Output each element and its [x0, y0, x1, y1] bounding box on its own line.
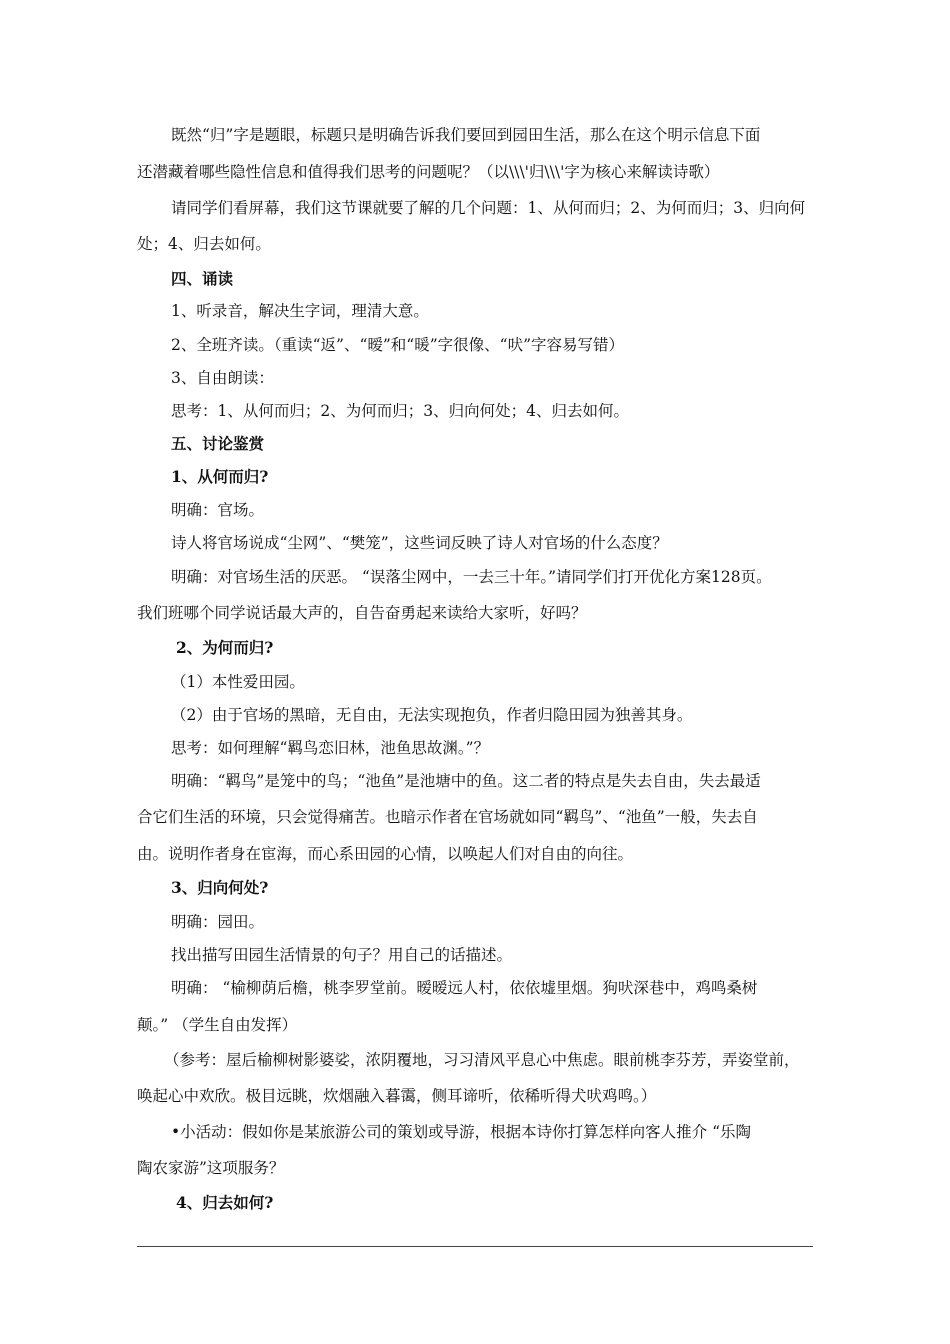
- activity-line: •小活动：假如你是某旅游公司的策划或导游，根据本诗你打算怎样向客人推介 “乐陶: [171, 1123, 751, 1141]
- paragraph-line: 处；4、归去如何。: [137, 235, 271, 253]
- paragraph-line: 我们班哪个同学说话最大声的，自告奋勇起来读给大家听，好吗？: [137, 604, 587, 622]
- paragraph-line: 陶农家游”这项服务？: [137, 1159, 285, 1177]
- paragraph-line: 思考：1、从何而归；2、为何而归；3、归向何处；4、归去如何。: [171, 402, 629, 420]
- paragraph-line: 诗人将官场说成“尘网”、“樊笼”，这些词反映了诗人对官场的什么态度？: [171, 534, 668, 552]
- paragraph-line: 1、听录音，解决生字词，理清大意。: [171, 302, 429, 320]
- subsection-heading: 1、从何而归?: [171, 467, 269, 486]
- paragraph-line: （参考：屋后榆柳树影婆娑，浓阴覆地，习习清风平息心中焦虑。眼前桃李芬芳，弄姿堂前，: [164, 1051, 800, 1069]
- paragraph-line: 明确：官场。: [171, 501, 265, 519]
- paragraph-line: 明确： “榆柳荫后檐，桃李罗堂前。暧暧远人村，依依墟里烟。狗吠深巷中，鸡鸣桑树: [171, 979, 758, 997]
- section-heading: 五、讨论鉴赏: [171, 434, 265, 453]
- paragraph-line: 请同学们看屏幕，我们这节课就要了解的几个问题：1、从何而归；2、为何而归；3、归向何: [171, 199, 806, 217]
- paragraph-line: 由。说明作者身在宦海，而心系田园的心情，以唤起人们对自由的向往。: [137, 845, 634, 863]
- paragraph-line: 还潜藏着哪些隐性信息和值得我们思考的问题呢？（以\\\'归\\\'字为核心来解读诗歌）: [137, 163, 720, 181]
- paragraph-line: 找出描写田园生活情景的句子？用自己的话描述。: [171, 946, 513, 964]
- paragraph-line: 合它们生活的环境，只会觉得痛苦。也暗示作者在官场就如同“羁鸟”、“池鱼”一般，失去自: [137, 808, 758, 826]
- paragraph-line: 思考：如何理解“羁鸟恋旧林，池鱼思故渊。”？: [171, 739, 490, 757]
- subsection-heading: 2、为何而归?: [176, 638, 274, 657]
- footer-divider: [137, 1246, 813, 1247]
- paragraph-line: 3、自由朗读：: [171, 369, 274, 387]
- paragraph-line: 唤起心中欢欣。极目远眺，炊烟融入暮霭，侧耳谛听，依稀听得犬吠鸡鸣。）: [137, 1087, 657, 1105]
- paragraph-line: 明确：园田。: [171, 913, 265, 931]
- subsection-heading: 4、归去如何?: [176, 1193, 274, 1212]
- paragraph-line: （2）由于官场的黑暗，无自由，无法实现抱负，作者归隐田园为独善其身。: [171, 706, 693, 724]
- paragraph-line: 明确：“羁鸟”是笼中的鸟；“池鱼”是池塘中的鱼。这二者的特点是失去自由，失去最适: [171, 772, 761, 790]
- subsection-heading: 3、归向何处?: [171, 878, 269, 897]
- paragraph-line: 2、全班齐读。（重读“返”、“暧”和“暖”字很像、“吠”字容易写错）: [171, 336, 625, 354]
- paragraph-line: 颠。” （学生自由发挥）: [137, 1016, 298, 1034]
- paragraph-line: 既然“归”字是题眼，标题只是明确告诉我们要回到园田生活，那么在这个明示信息下面: [171, 126, 761, 144]
- paragraph-line: 明确：对官场生活的厌恶。 “误落尘网中，一去三十年。”请同学们打开优化方案128页。: [171, 568, 772, 586]
- paragraph-line: （1）本性爱田园。: [171, 673, 305, 691]
- section-heading: 四、诵读: [171, 269, 234, 288]
